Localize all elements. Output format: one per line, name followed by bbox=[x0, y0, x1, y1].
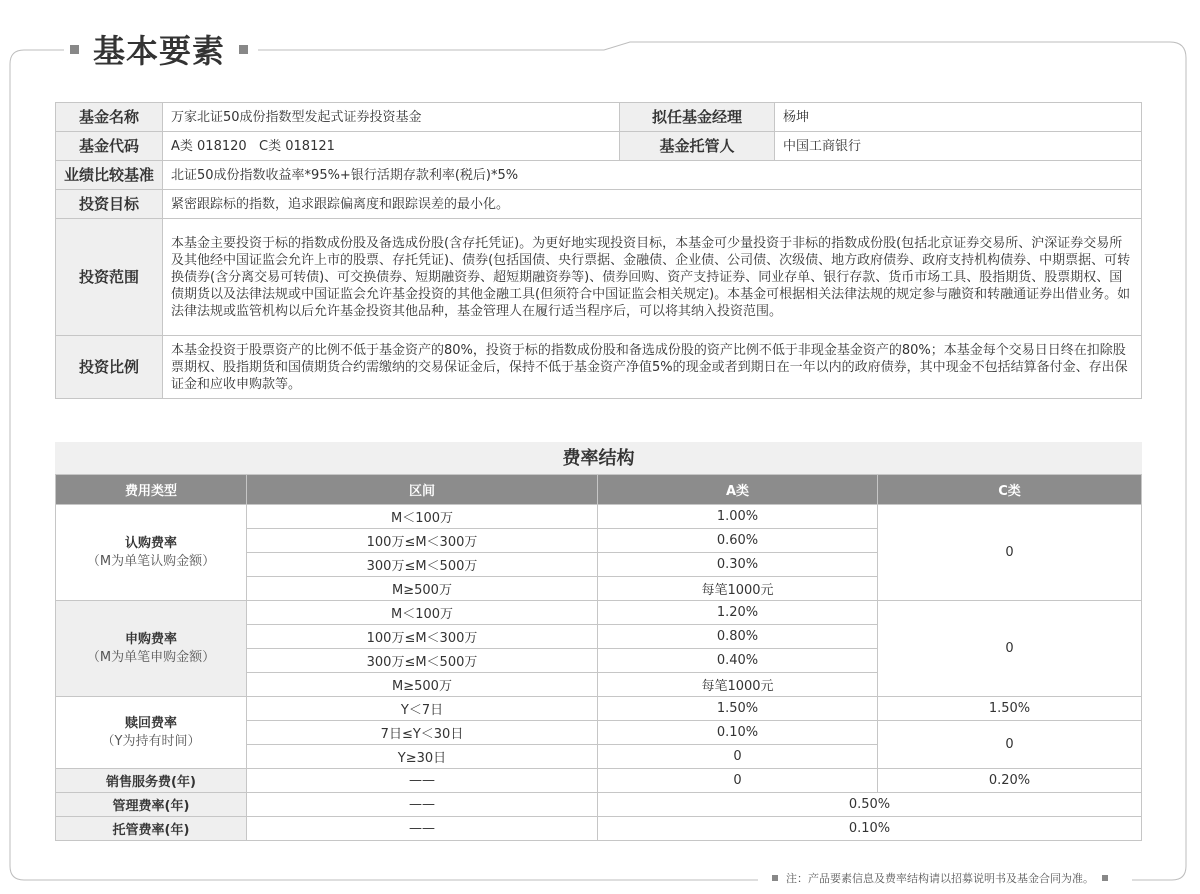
class-c-cell: 0.20% bbox=[878, 769, 1142, 793]
table-row bbox=[56, 697, 1142, 721]
range-cell: 100万≤M＜300万 bbox=[247, 625, 598, 649]
scope-label: 投资范围 bbox=[56, 219, 163, 336]
redemption-fee-name: 赎回费率 bbox=[124, 715, 177, 731]
custody-fee-value: 0.10% bbox=[598, 817, 1142, 841]
range-cell: 300万≤M＜500万 bbox=[247, 553, 598, 577]
range-cell: M＜100万 bbox=[247, 601, 598, 625]
purchase-fee-note: （M为单笔申购金额） bbox=[86, 649, 216, 665]
subscription-fee-note: （M为单笔认购金额） bbox=[86, 553, 216, 569]
square-bullet-icon bbox=[239, 45, 248, 54]
header-class-a: A类 bbox=[598, 475, 878, 505]
range-cell: —— bbox=[247, 817, 598, 841]
fund-name-value: 万家北证50成份指数型发起式证券投资基金 bbox=[163, 103, 620, 132]
scope-value: 本基金主要投资于标的指数成份股及备选成份股(含存托凭证)。为更好地实现投资目标，本基金可少量投资于非标的指数成份股(包括北京证券交易所、沪深证券交易所及其他经中国证监会允许上市的股票、存托凭证)、债券(包括国债、央行票据、金融债、企业债、公司债、次级债、地方政府债券、政府支持机构债券、中期票据、可转换债券(含分离交易可转债)、可交换债券、短期融资券、超短期融资券等)、债券回购、资产支持证券、同业存单、银行存款、货币市场工具、股指期货、股票期权、国债期货以及法律法规或中国证监会允许基金投资的其他金融工具(但须符合中国证监会相关规定)。本基金可根据相关法律法规的规定参与融资和转融通证券出借业务。如法律法规或监管机构以后允许基金投资其他品种，基金管理人在履行适当程序后，可以将其纳入投资范围。 bbox=[163, 219, 1142, 336]
range-cell: —— bbox=[247, 769, 598, 793]
manager-value: 杨坤 bbox=[775, 103, 1142, 132]
class-a-cell: 0 bbox=[598, 769, 878, 793]
purchase-fee-category bbox=[56, 601, 247, 697]
management-fee-value: 0.50% bbox=[598, 793, 1142, 817]
management-fee-label: 管理费率(年) bbox=[56, 793, 247, 817]
section-title: 基本要素 bbox=[93, 32, 226, 70]
table-row bbox=[56, 336, 1142, 399]
fund-code-label: 基金代码 bbox=[56, 132, 163, 161]
class-a-cell: 1.20% bbox=[598, 601, 878, 625]
range-cell: —— bbox=[247, 793, 598, 817]
table-row bbox=[56, 601, 1142, 625]
objective-label: 投资目标 bbox=[56, 190, 163, 219]
class-c-cell: 0 bbox=[878, 721, 1142, 769]
table-row bbox=[56, 769, 1142, 793]
ratio-label: 投资比例 bbox=[56, 336, 163, 399]
range-cell: Y≥30日 bbox=[247, 745, 598, 769]
class-c-cell: 1.50% bbox=[878, 697, 1142, 721]
class-a-cell: 每笔1000元 bbox=[598, 577, 878, 601]
square-bullet-icon bbox=[70, 45, 79, 54]
custody-fee-label: 托管费率(年) bbox=[56, 817, 247, 841]
class-a-cell: 0.80% bbox=[598, 625, 878, 649]
subscription-fee-category bbox=[56, 505, 247, 601]
range-cell: M≥500万 bbox=[247, 673, 598, 697]
benchmark-label: 业绩比较基准 bbox=[56, 161, 163, 190]
objective-value: 紧密跟踪标的指数，追求跟踪偏离度和跟踪误差的最小化。 bbox=[163, 190, 1142, 219]
table-row bbox=[56, 161, 1142, 190]
basic-info-table bbox=[55, 102, 1142, 399]
custodian-label: 基金托管人 bbox=[620, 132, 775, 161]
class-c-cell: 0 bbox=[878, 601, 1142, 697]
table-row bbox=[56, 817, 1142, 841]
benchmark-value: 北证50成份指数收益率*95%+银行活期存款利率(税后)*5% bbox=[163, 161, 1142, 190]
class-a-cell: 0.40% bbox=[598, 649, 878, 673]
range-cell: Y＜7日 bbox=[247, 697, 598, 721]
table-row bbox=[56, 793, 1142, 817]
square-bullet-icon bbox=[772, 875, 778, 881]
header-range: 区间 bbox=[247, 475, 598, 505]
custodian-value: 中国工商银行 bbox=[775, 132, 1142, 161]
header-fee-type: 费用类型 bbox=[56, 475, 247, 505]
table-row bbox=[56, 132, 1142, 161]
range-cell: 7日≤Y＜30日 bbox=[247, 721, 598, 745]
footnote-text: 注：产品要素信息及费率结构请以招募说明书及基金合同为准。 bbox=[786, 872, 1094, 885]
range-cell: 300万≤M＜500万 bbox=[247, 649, 598, 673]
footnote bbox=[758, 870, 1122, 886]
redemption-fee-note: （Y为持有时间） bbox=[101, 733, 201, 749]
table-row bbox=[56, 505, 1142, 529]
fund-name-label: 基金名称 bbox=[56, 103, 163, 132]
square-bullet-icon bbox=[1102, 875, 1108, 881]
manager-label: 拟任基金经理 bbox=[620, 103, 775, 132]
table-row bbox=[56, 103, 1142, 132]
fee-header-row bbox=[56, 475, 1142, 505]
class-a-cell: 0.30% bbox=[598, 553, 878, 577]
class-a-cell: 每笔1000元 bbox=[598, 673, 878, 697]
class-c-cell: 0 bbox=[878, 505, 1142, 601]
range-cell: M＜100万 bbox=[247, 505, 598, 529]
subscription-fee-name: 认购费率 bbox=[124, 535, 177, 551]
table-row bbox=[56, 219, 1142, 336]
sales-service-fee-label: 销售服务费(年) bbox=[56, 769, 247, 793]
class-a-cell: 0.10% bbox=[598, 721, 878, 745]
class-a-cell: 0 bbox=[598, 745, 878, 769]
redemption-fee-category bbox=[56, 697, 247, 769]
header-class-c: C类 bbox=[878, 475, 1142, 505]
class-a-cell: 1.00% bbox=[598, 505, 878, 529]
class-a-cell: 0.60% bbox=[598, 529, 878, 553]
fee-table-title: 费率结构 bbox=[55, 442, 1142, 474]
class-a-cell: 1.50% bbox=[598, 697, 878, 721]
section-header bbox=[64, 24, 254, 74]
fee-table bbox=[55, 474, 1142, 841]
fund-code-value: A类 018120 C类 018121 bbox=[163, 132, 620, 161]
range-cell: M≥500万 bbox=[247, 577, 598, 601]
range-cell: 100万≤M＜300万 bbox=[247, 529, 598, 553]
purchase-fee-name: 申购费率 bbox=[124, 631, 177, 647]
ratio-value: 本基金投资于股票资产的比例不低于基金资产的80%，投资于标的指数成份股和备选成份股的资产比例不低于非现金基金资产的80%；本基金每个交易日日终在扣除股票期权、股指期货和国债期货合约需缴纳的交易保证金后，保持不低于基金资产净值5%的现金或者到期日在一年以内的政府债券，其中现金不包括结算备付金、存出保证金和应收申购款等。 bbox=[163, 336, 1142, 399]
table-row bbox=[56, 190, 1142, 219]
